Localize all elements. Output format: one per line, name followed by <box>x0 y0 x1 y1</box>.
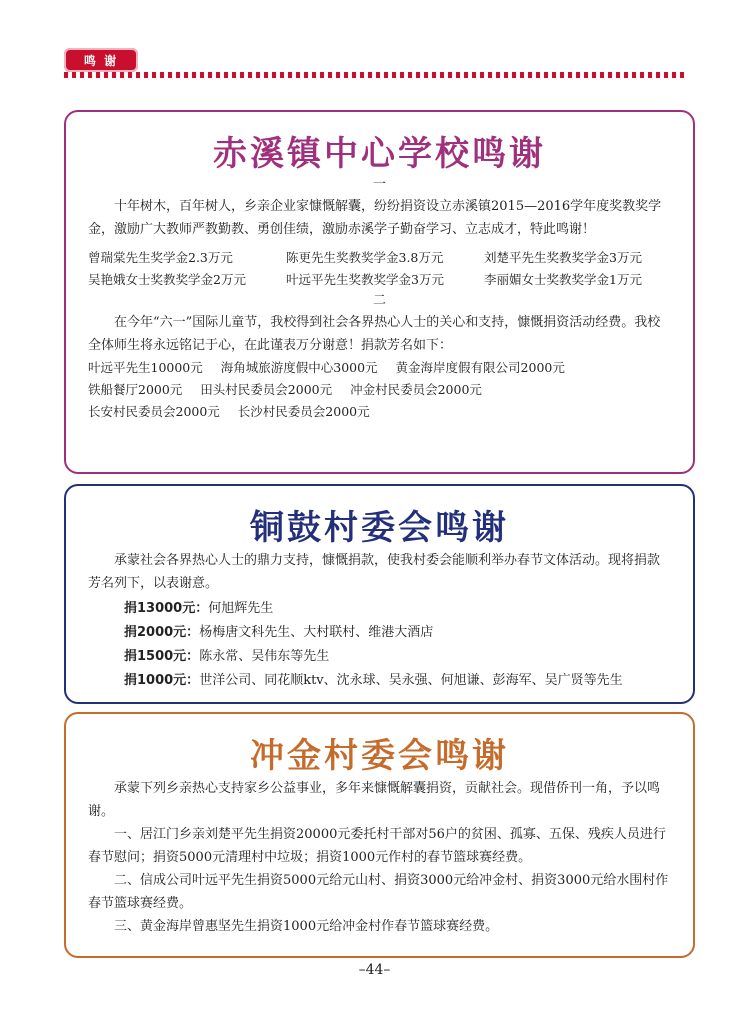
donation-line <box>124 621 671 645</box>
donor-item: 铁船餐厅2000元 <box>88 382 183 397</box>
school-thanks-title: 赤溪镇中心学校鸣谢 <box>213 134 546 174</box>
award-list <box>88 247 671 291</box>
school-thanks-paragraph-2: 在今年“六一”国际儿童节，我校得到社会各界热心人士的关心和支持，慷慨捐资活动经费。我校全体师生将永远铭记于心，在此谨表万分谢意！捐款芳名如下： <box>88 315 661 353</box>
award-item: 李丽媚女士奖教奖学金1万元 <box>484 272 642 287</box>
header-divider <box>64 72 685 78</box>
donor-item: 长沙村民委员会2000元 <box>237 404 370 419</box>
donation-amount: 捐2000元： <box>124 625 200 640</box>
award-item: 叶远平先生奖教奖学金3万元 <box>286 272 444 287</box>
donation-amount: 捐1500元： <box>124 649 200 664</box>
award-item: 陈更先生奖教奖学金3.8万元 <box>286 250 444 265</box>
subsection-two-marker: 二 <box>372 293 386 308</box>
section-tag: 鸣 谢 <box>64 48 138 72</box>
award-item: 刘楚平先生奖教奖学金3万元 <box>484 250 642 265</box>
chongjin-paragraph: 承蒙下列乡亲热心支持家乡公益事业，多年来慷慨解囊捐资，贡献社会。现借侨刊一角，予以鸣谢。 <box>88 781 661 819</box>
chongjin-paragraph: 三、黄金海岸曾惠坚先生捐资1000元给冲金村作春节篮球赛经费。 <box>114 919 499 934</box>
donor-row <box>88 357 671 379</box>
donor-item: 叶远平先生10000元 <box>88 360 203 375</box>
tonggu-thanks-paragraph: 承蒙社会各界热心人士的鼎力支持，慷慨捐款，使我村委会能顺利举办春节文体活动。现将捐款芳名列下，以表谢意。 <box>88 553 661 591</box>
award-item: 曾瑞棠先生奖学金2.3万元 <box>88 250 233 265</box>
donation-names: 何旭辉先生 <box>208 601 274 616</box>
award-item: 吴艳娥女士奖教奖学金2万元 <box>88 272 246 287</box>
chongjin-paragraph: 二、信成公司叶远平先生捐资5000元给元山村、捐资3000元给冲金村、捐资3000元给水围村作春节篮球赛经费。 <box>88 873 669 911</box>
donation-amount: 捐13000元： <box>124 601 209 616</box>
school-thanks-box <box>64 110 695 474</box>
donation-names: 世洋公司、同花顺ktv、沈永球、吴永强、何旭谦、彭海军、吴广贤等先生 <box>199 673 623 688</box>
tonggu-thanks-box <box>64 484 695 704</box>
donation-amount: 捐1000元： <box>124 673 200 688</box>
chongjin-thanks-title: 冲金村委会鸣谢 <box>250 736 509 776</box>
page-number: –44– <box>358 962 391 978</box>
subsection-one-marker: 一 <box>372 177 386 192</box>
donor-list <box>88 357 671 423</box>
donation-names: 杨梅唐文科先生、大村联村、维港大酒店 <box>199 625 434 640</box>
donor-row <box>88 379 671 401</box>
donation-line <box>124 645 671 669</box>
donor-item: 海角城旅游度假中心3000元 <box>220 360 378 375</box>
donor-item: 田头村民委员会2000元 <box>200 382 333 397</box>
donation-names: 陈永常、吴伟东等先生 <box>199 649 330 664</box>
donor-item: 冲金村民委员会2000元 <box>350 382 482 397</box>
donor-item: 长安村民委员会2000元 <box>88 404 220 419</box>
school-thanks-paragraph-1: 十年树木，百年树人，乡亲企业家慷慨解囊，纷纷捐资设立赤溪镇2015—2016学年度奖教奖学金，激励广大教师严教勤教、勇创佳绩，激励赤溪学子勤奋学习、立志成才，特此鸣谢！ <box>88 199 662 237</box>
tonggu-thanks-title: 铜鼓村委会鸣谢 <box>250 508 509 548</box>
donation-line <box>124 597 671 621</box>
donor-row <box>88 401 671 423</box>
chongjin-thanks-box <box>64 712 695 958</box>
donor-item: 黄金海岸度假有限公司2000元 <box>395 360 565 375</box>
tonggu-donation-list <box>88 597 671 693</box>
chongjin-paragraph: 一、居江门乡亲刘楚平先生捐资20000元委托村干部对56户的贫困、孤寡、五保、残疾人员进行春节慰问；捐资5000元清理村中垃圾；捐资1000元作村的春节篮球赛经费。 <box>88 827 666 865</box>
donation-line <box>124 669 671 693</box>
